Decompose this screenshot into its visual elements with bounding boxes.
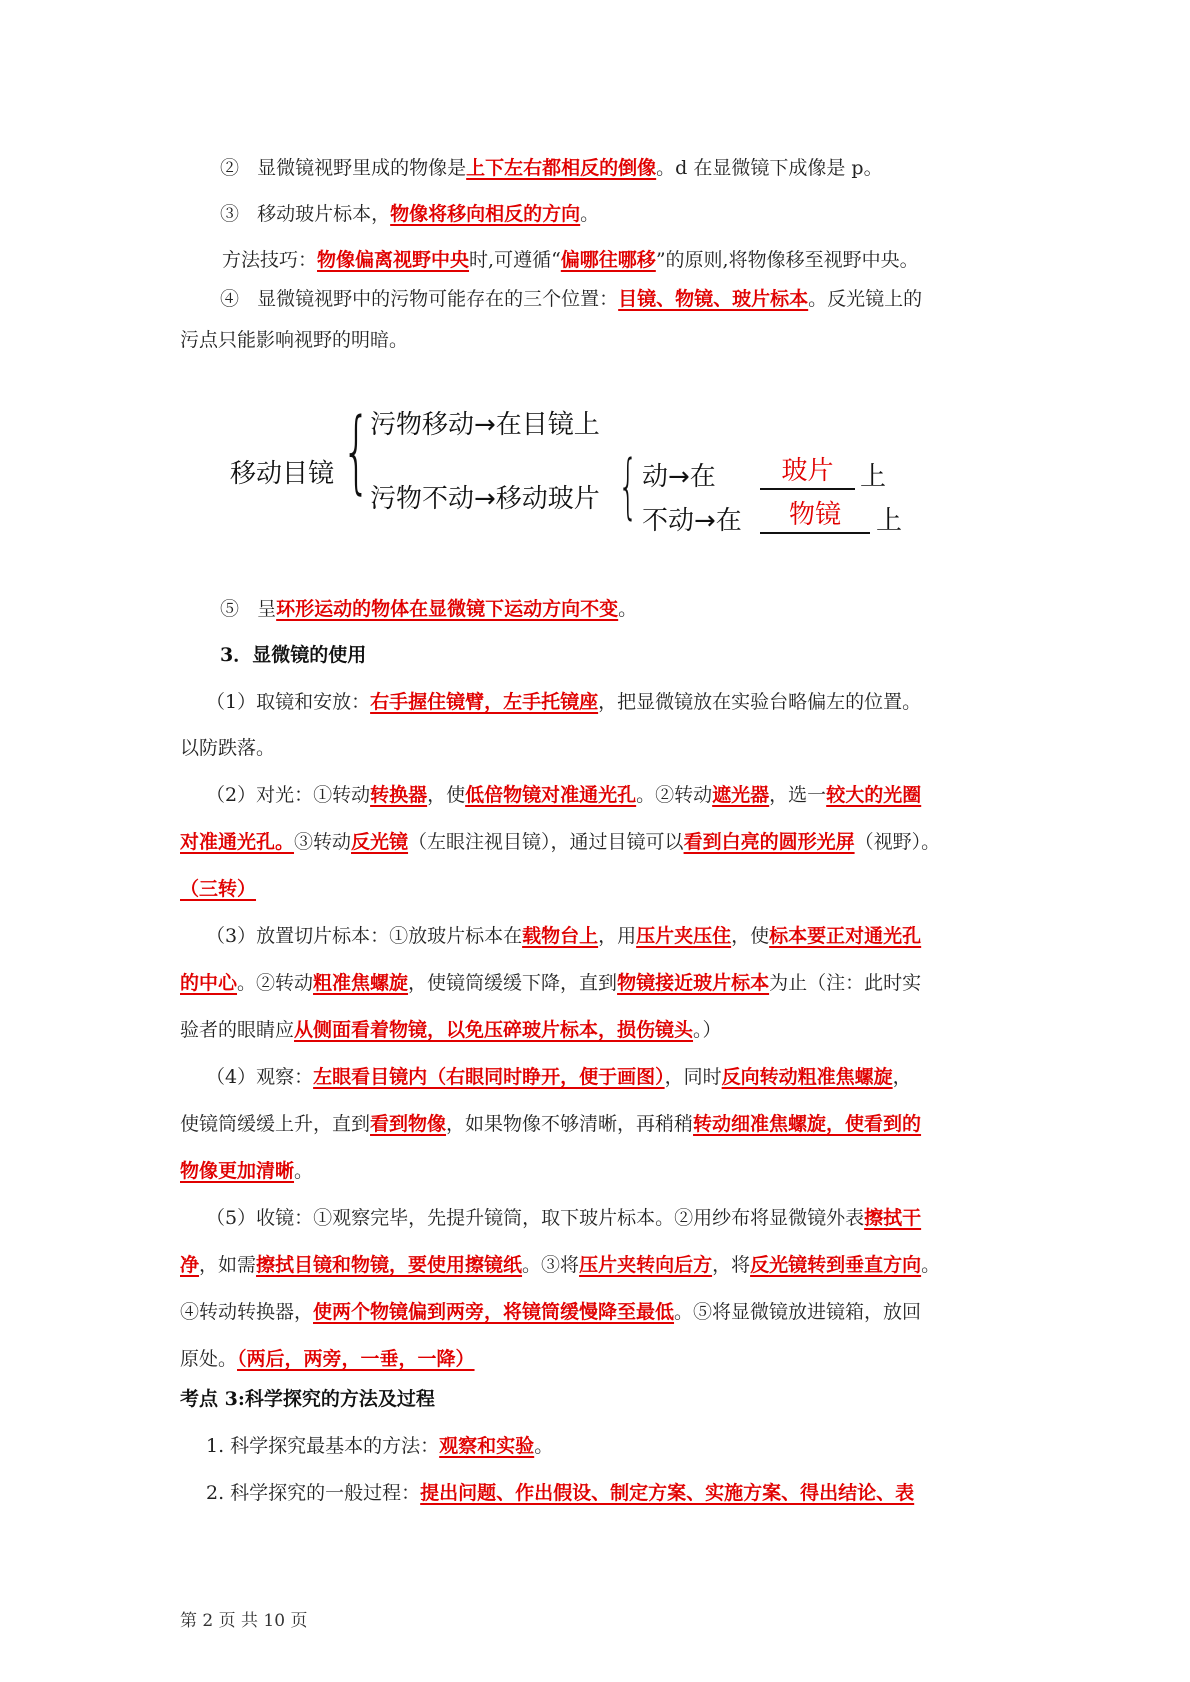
answer-text: 擦拭干	[864, 1207, 922, 1229]
usage-step-3	[206, 922, 1010, 950]
answer-text: 擦拭目镜和物镜，要使用擦镜纸	[256, 1254, 523, 1276]
body-text: ，如果物像不够清晰，再稍稍	[446, 1113, 694, 1135]
answer-text: 压片夹转向后方	[579, 1254, 713, 1276]
answer-text: 上下左右都相反的倒像	[466, 157, 657, 179]
answer-text: 看到白亮的圆形光屏	[683, 831, 855, 853]
body-text: （2）对光：①转动	[206, 784, 371, 806]
page-footer: 第 2 页 共 10 页	[180, 1611, 308, 1631]
circled-number: ④	[220, 288, 240, 310]
body-text: 。	[534, 1435, 554, 1457]
body-text: 。	[580, 203, 600, 225]
body-text: ，使镜筒缓缓下降，直到	[408, 972, 618, 994]
method-tip	[222, 246, 1010, 274]
answer-text: （三转）	[180, 878, 257, 900]
section-heading	[220, 641, 1010, 669]
diagram-sub-2-prefix: 不动→在	[642, 506, 742, 536]
body-text: ”的原则,将物像移至视野中央。	[655, 249, 919, 271]
body-text: ，使	[731, 925, 770, 947]
body-text: （1）取镜和安放：	[206, 691, 371, 713]
body-text: 。反光镜上的	[808, 288, 923, 310]
answer-text: 反向转动粗准焦螺旋	[721, 1066, 893, 1088]
answer-text: （两后，两旁，一垂，一降）	[237, 1348, 475, 1370]
body-text: ，选一	[769, 784, 827, 806]
body-text: 时,可遵循“	[469, 249, 561, 271]
circled-number: ②	[220, 157, 240, 179]
point-3	[220, 200, 1010, 228]
answer-text: 物像将移向相反的方向	[390, 203, 581, 225]
answer-text: 低倍物镜对准通光孔	[465, 784, 637, 806]
body-text: 2. 科学探究的一般过程：	[206, 1482, 421, 1504]
body-text: 为止（注：此时实	[769, 972, 922, 994]
diagram-root: 移动目镜	[230, 459, 335, 489]
usage-step-5-cont2	[180, 1298, 1010, 1326]
answer-text: 观察和实验	[439, 1435, 535, 1457]
answer-text: 压片夹压住	[636, 925, 732, 947]
usage-step-4-cont	[180, 1110, 1010, 1138]
answer-text: 对准通光孔。	[180, 831, 295, 853]
answer-text: 使两个物镜偏到两旁，将镜筒缓慢降至最低	[313, 1301, 675, 1323]
body-text: 原处。	[180, 1348, 238, 1370]
body-text: 使镜筒缓缓上升，直到	[180, 1113, 371, 1135]
body-text: 呈	[257, 598, 277, 620]
body-text: （4）观察：	[206, 1066, 314, 1088]
point-4-cont	[180, 326, 1010, 354]
usage-step-3-cont	[180, 969, 1010, 997]
usage-step-2-cont	[180, 828, 1010, 856]
answer-text: 标本要正对通光孔	[769, 925, 922, 947]
usage-step-4	[206, 1063, 1010, 1091]
diagram-sub-2-answer: 物镜	[760, 498, 870, 534]
diagram-branch-1: 污物移动→在目镜上	[370, 410, 600, 440]
answer-text: 偏哪往哪移	[560, 249, 656, 271]
body-text: 。②转动	[636, 784, 713, 806]
topic-heading-text: 考点 3:科学探究的方法及过程	[180, 1388, 435, 1410]
circled-number: ⑤	[220, 598, 240, 620]
body-text: 移动玻片标本，	[257, 203, 391, 225]
diagram-sub-2-suffix: 上	[876, 506, 903, 536]
diagram-sub-1-answer: 玻片	[760, 454, 855, 490]
brace-icon: {	[618, 445, 639, 527]
body-text: 。②转动	[237, 972, 314, 994]
inquiry-item-2	[206, 1479, 1010, 1507]
body-text: （3）放置切片标本：①放玻片标本在	[206, 925, 523, 947]
usage-step-1-cont	[180, 734, 1010, 762]
answer-text: 物镜接近玻片标本	[617, 972, 770, 994]
body-text: ，使	[427, 784, 466, 806]
answer-text: 遮光器	[712, 784, 770, 806]
body-text: 显微镜视野里成的物像是	[257, 157, 467, 179]
answer-text: 反光镜转到垂直方向	[750, 1254, 922, 1276]
usage-step-4-cont2	[180, 1157, 1010, 1185]
answer-text: 物像偏离视野中央	[317, 249, 470, 271]
body-text: ③转动	[294, 831, 352, 853]
body-text: （左眼注视目镜），通过目镜可以	[408, 831, 684, 853]
answer-text: 左眼看目镜内（右眼同时睁开，便于画图）	[313, 1066, 665, 1088]
body-text: 。）	[693, 1019, 722, 1041]
answer-text: 净	[180, 1254, 200, 1276]
point-2	[220, 154, 1010, 182]
body-text: ，	[892, 1066, 912, 1088]
diagram-sub-1-prefix: 动→在	[642, 462, 716, 492]
answer-text: 看到物像	[370, 1113, 447, 1135]
answer-text: 转动细准焦螺旋，使看到的	[693, 1113, 922, 1135]
body-text: ，将	[712, 1254, 751, 1276]
dirt-location-diagram	[230, 398, 930, 548]
body-text: 。③将	[522, 1254, 580, 1276]
usage-step-3-cont2	[180, 1016, 1010, 1044]
section-heading-text: 3．显微镜的使用	[220, 644, 367, 666]
body-text: 。	[294, 1160, 314, 1182]
body-text: （视野）。	[854, 831, 941, 853]
answer-text: 粗准焦螺旋	[313, 972, 409, 994]
answer-text: 提出问题、作出假设、制定方案、实施方案、得出结论、表	[420, 1482, 915, 1504]
body-text: 方法技巧：	[222, 249, 318, 271]
usage-step-5	[206, 1204, 1010, 1232]
body-text: （5）收镜：①观察完毕，先提升镜筒，取下玻片标本。②用纱布将显微镜外表	[206, 1207, 865, 1229]
body-text: 以防跌落。	[180, 737, 276, 759]
body-text: 污点只能影响视野的明暗。	[180, 329, 409, 351]
point-4	[220, 285, 1010, 313]
body-text: 。	[618, 598, 638, 620]
body-text: 。d 在显微镜下成像是 p。	[656, 157, 883, 179]
answer-text: 目镜、物镜、玻片标本	[618, 288, 809, 310]
usage-step-5-cont3	[180, 1345, 1010, 1373]
answer-text: 环形运动的物体在显微镜下运动方向不变	[276, 598, 619, 620]
answer-text: 从侧面看着物镜，以免压碎玻片标本，损伤镜头	[294, 1019, 694, 1041]
usage-step-2	[206, 781, 1010, 809]
answer-text: 物像更加清晰	[180, 1160, 295, 1182]
answer-text: 右手握住镜臂，左手托镜座	[370, 691, 599, 713]
answer-text: 反光镜	[351, 831, 409, 853]
answer-text: 载物台上	[522, 925, 599, 947]
body-text: ，同时	[664, 1066, 722, 1088]
usage-step-2-cont2	[180, 875, 1010, 903]
usage-step-5-cont	[180, 1251, 1010, 1279]
body-text: 。	[921, 1254, 941, 1276]
topic-heading	[180, 1385, 1010, 1413]
body-text: ，如需	[199, 1254, 257, 1276]
answer-text: 转换器	[370, 784, 428, 806]
body-text: 显微镜视野中的污物可能存在的三个位置：	[257, 288, 619, 310]
body-text: ④转动转换器，	[180, 1301, 314, 1323]
point-5	[220, 595, 1010, 623]
diagram-branch-2: 污物不动→移动玻片	[370, 484, 600, 514]
body-text: 验者的眼睛应	[180, 1019, 295, 1041]
circled-number: ③	[220, 203, 240, 225]
brace-icon: {	[342, 399, 371, 504]
diagram-sub-1-suffix: 上	[860, 462, 887, 492]
body-text: 。⑤将显微镜放进镜箱，放回	[674, 1301, 922, 1323]
body-text: ，用	[598, 925, 637, 947]
answer-text: 较大的光圈	[826, 784, 922, 806]
body-text: 1. 科学探究最基本的方法：	[206, 1435, 440, 1457]
usage-step-1	[206, 688, 1010, 716]
inquiry-item-1	[206, 1432, 1010, 1460]
body-text: ，把显微镜放在实验台略偏左的位置。	[598, 691, 922, 713]
answer-text: 的中心	[180, 972, 238, 994]
